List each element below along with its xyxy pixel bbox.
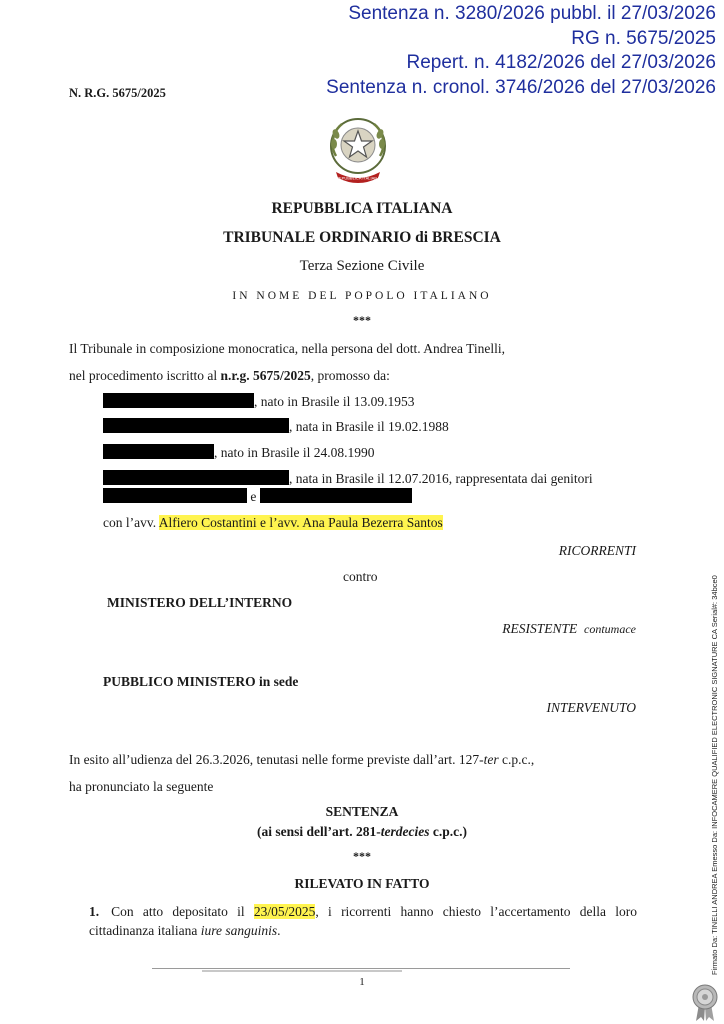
contro: contro — [343, 569, 378, 584]
registry-stamp — [326, 2, 716, 100]
signature-seal-icon — [690, 984, 720, 1022]
subtitle-text: (ai sensi dell’art. 281- — [257, 824, 381, 839]
redaction-bar — [103, 393, 254, 408]
party-2 — [103, 418, 449, 435]
intro-text: nel procedimento iscritto al — [69, 368, 221, 383]
role-contumace: contumace — [584, 622, 636, 636]
ministero: MINISTERO DELL’INTERNO — [107, 595, 293, 610]
role-resistente-label: RESISTENTE — [502, 621, 578, 636]
section-heading: Terza Sezione Civile — [299, 258, 425, 274]
digital-signature: Firmato Da: TINELLI ANDREA Emesso Da: INFOCAMERE QUALIFIED ELECTRONIC SIGNATURE CA Serial#: 34bce0 — [710, 575, 719, 975]
party-2-details: , nata in Brasile il 19.02.1988 — [289, 419, 449, 434]
role-ricorrenti: RICORRENTI — [558, 543, 636, 558]
sentenza-subtitle — [0, 824, 724, 840]
paragraph-number: 1. — [89, 904, 100, 919]
role-resistente — [502, 621, 636, 637]
paragraph-text-mid: , i ricorrenti hanno chiesto l’accertamento della loro cittadinanza italiana — [89, 904, 637, 938]
hearing-line-1 — [69, 752, 534, 768]
footer-divider-shadow — [202, 970, 402, 972]
party-4 — [103, 470, 593, 487]
paragraph-1 — [89, 902, 637, 940]
party-3 — [103, 444, 374, 461]
court-heading: TRIBUNALE ORDINARIO di BRESCIA — [223, 229, 501, 246]
hearing-line-2: ha pronunciato la seguente — [69, 779, 214, 794]
intro-line-1: Il Tribunale in composizione monocratica, nella persona del dott. Andrea Tinelli, — [69, 341, 506, 356]
lawyers-prefix: con l’avv. — [103, 515, 159, 530]
party-3-details: , nato in Brasile il 24.08.1990 — [214, 445, 375, 460]
redaction-bar — [103, 488, 247, 503]
role-intervenuto: INTERVENUTO — [546, 700, 636, 715]
redaction-bar — [103, 470, 289, 485]
section-rilevato: RILEVATO IN FATTO — [294, 876, 430, 891]
redaction-bar — [103, 418, 289, 433]
separator: *** — [353, 313, 371, 327]
lawyers-line — [103, 515, 443, 531]
emblem-of-italy-icon — [322, 112, 394, 188]
stamp-sentenza: Sentenza n. 3280/2026 pubbl. il 27/03/2026 — [348, 3, 716, 24]
party-4-details: , nata in Brasile il 12.07.2016, rappresentata dai genitori — [289, 471, 593, 486]
redaction-bar — [103, 444, 214, 459]
separator: *** — [353, 849, 371, 863]
conjunction: e — [250, 489, 257, 504]
paragraph-end: . — [277, 923, 281, 938]
party-1-details: , nato in Brasile il 13.09.1953 — [254, 394, 415, 409]
party-1 — [103, 393, 414, 410]
hearing-text: In esito all’udienza del 26.3.2026, tenutasi nelle forme previste dall’art. 127- — [69, 752, 484, 767]
hearing-text-end: c.p.c., — [498, 752, 535, 767]
case-number: N. R.G. 5675/2025 — [69, 86, 166, 100]
subtitle-terdecies: terdecies — [380, 824, 430, 839]
stamp-cronol: Sentenza n. cronol. 3746/2026 del 27/03/2026 — [326, 76, 716, 98]
footer-divider — [152, 968, 570, 969]
intro-text-end: , promosso da: — [310, 368, 390, 383]
republic-heading: REPUBBLICA ITALIANA — [271, 200, 453, 217]
emblem-ribbon-text: REPUBBLICA ITALIANA — [336, 175, 380, 181]
parents-line — [103, 488, 412, 505]
sentenza-title: SENTENZA — [325, 804, 399, 819]
pubblico-ministero: PUBBLICO MINISTERO in sede — [103, 674, 299, 689]
stamp-repert: Repert. n. 4182/2026 del 27/03/2026 — [406, 52, 716, 73]
formula: IN NOME DEL POPOLO ITALIANO — [232, 290, 492, 302]
page-number: 1 — [359, 976, 365, 988]
highlighted-date: 23/05/2025 — [253, 904, 316, 919]
intro-line-2 — [69, 368, 390, 384]
lawyers-names: Alfiero Costantini e l’avv. Ana Paula Bezerra Santos — [158, 515, 443, 530]
intro-nrg: n.r.g. 5675/2025 — [220, 368, 311, 383]
redaction-bar — [260, 488, 412, 503]
iure-sanguinis: iure sanguinis — [200, 923, 278, 938]
stamp-rg: RG n. 5675/2025 — [571, 27, 716, 49]
hearing-ter: ter — [483, 752, 499, 767]
subtitle-text-end: c.p.c.) — [429, 824, 467, 839]
paragraph-text: Con atto depositato il — [111, 904, 254, 919]
